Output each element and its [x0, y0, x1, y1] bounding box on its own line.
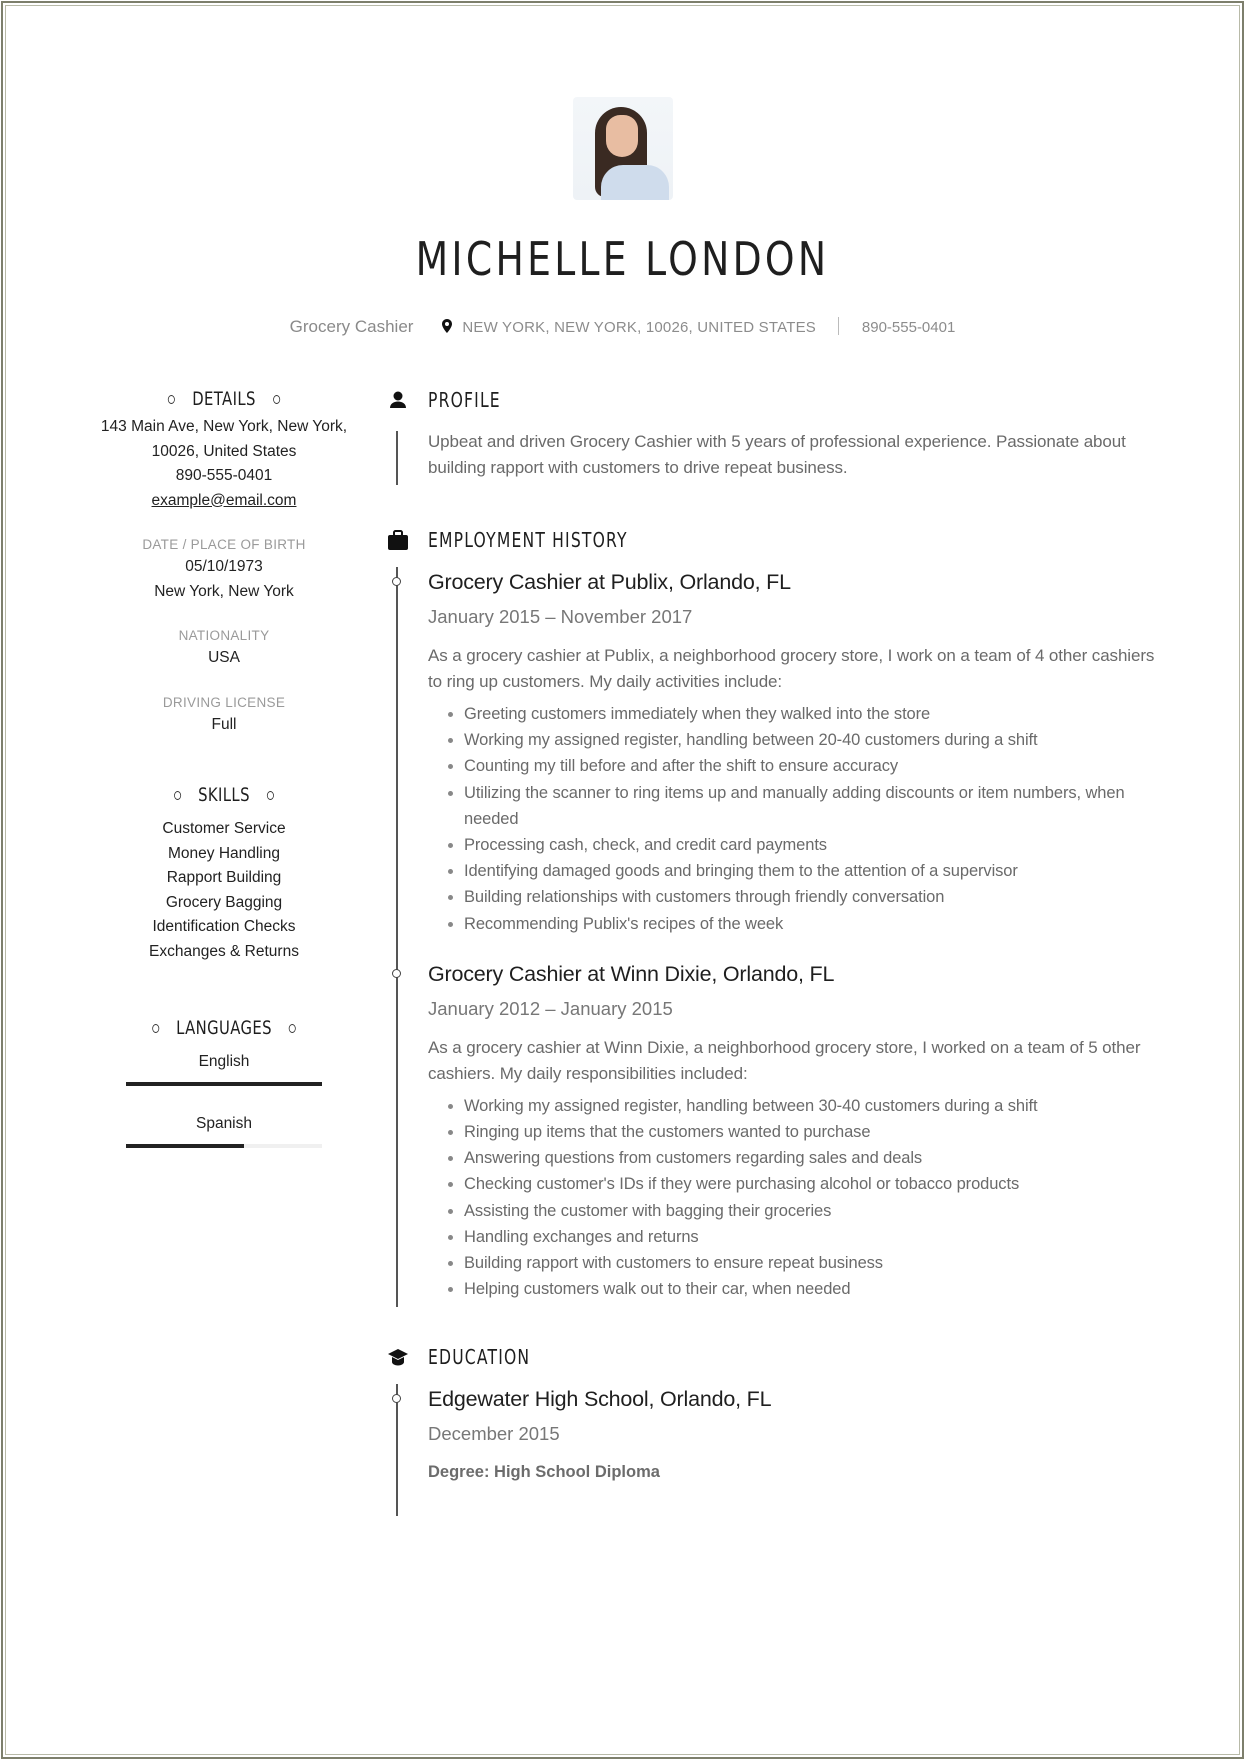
header-phone: 890-555-0401: [861, 319, 956, 336]
skill-item: Identification Checks: [152, 918, 296, 935]
bullet-item: • Assisting the customer with bagging their groceries: [464, 1198, 1160, 1224]
details-heading: [123, 385, 326, 413]
profile-body: [380, 429, 1160, 481]
timeline-node-icon: [392, 969, 401, 978]
profile-text: Upbeat and driven Grocery Cashier with 5 years of professional experience. Passionate about building rapport with customers to drive repeat business.: [428, 432, 1126, 477]
job-description: As a grocery cashier at Winn Dixie, a neighborhood grocery store, I worked on a team of 5 other cashiers. My daily responsibilities included:: [428, 1037, 1141, 1083]
circle-bullet-icon: [152, 1024, 159, 1033]
location-pin-icon: [442, 319, 452, 333]
language-level-fill: [126, 1082, 322, 1086]
header-subline: [0, 317, 1245, 337]
job-title: Grocery Cashier at Winn Dixie, Orlando, FL: [428, 961, 835, 986]
briefcase-icon: [387, 529, 409, 551]
job-bullets: [428, 701, 1160, 937]
language-name: English: [198, 1053, 250, 1070]
birth-place: New York, New York: [154, 582, 294, 600]
bullet-item: • Checking customer's IDs if they were purchasing alcohol or tobacco products: [464, 1171, 1160, 1197]
skills-heading: [123, 781, 326, 809]
skill-item: Money Handling: [167, 844, 280, 862]
profile-heading: PROFILE: [428, 388, 501, 412]
sidebar-phone: 890-555-0401: [175, 467, 273, 484]
employment-body: [380, 567, 1160, 1302]
bullet-item: • Handling exchanges and returns: [464, 1224, 1160, 1250]
bullet-item: • Building relationships with customers through friendly conversation: [464, 884, 1160, 910]
bullet-item: • Helping customers walk out to their car, when needed: [464, 1276, 1160, 1302]
degree: Degree: High School Diploma: [428, 1463, 660, 1482]
email-link[interactable]: example@email.com: [151, 491, 297, 509]
job-title: Grocery Cashier at Publix, Orlando, FL: [428, 570, 791, 594]
photo-face: [606, 115, 638, 157]
bullet-item: • Greeting customers immediately when they walked into the store: [464, 701, 1160, 727]
timeline-line: [396, 431, 398, 485]
skills-heading-label: SKILLS: [198, 784, 250, 806]
job-title: Grocery Cashier: [289, 317, 414, 336]
languages-heading: [123, 1014, 326, 1042]
job-entry: [428, 959, 1160, 1303]
details-heading-label: DETAILS: [192, 388, 256, 410]
circle-bullet-icon: [174, 791, 181, 800]
employment-section-header: [380, 525, 1160, 555]
circle-bullet-icon: [267, 791, 274, 800]
address-line-1: 143 Main Ave, New York, New York,: [100, 418, 348, 435]
profile-section-header: [380, 385, 1160, 415]
education-body: [380, 1384, 1160, 1484]
education-heading: EDUCATION: [428, 1345, 531, 1370]
address: [94, 415, 354, 513]
divider: [838, 317, 839, 335]
job-description: As a grocery cashier at Publix, a neighborhood grocery store, I work on a team of 4 other cashiers to ring up customers. My daily activities include:: [428, 646, 1155, 691]
timeline-line: [396, 567, 398, 1307]
photo-shirt: [601, 165, 669, 200]
main-content: [380, 385, 1160, 1484]
birth-info: [94, 555, 354, 604]
skill-item: Exchanges & Returns: [149, 942, 299, 960]
bullet-item: • Counting my till before and after the shift to ensure accuracy: [464, 753, 1160, 779]
license-label: DRIVING LICENSE: [162, 694, 286, 710]
person-icon: [387, 389, 409, 411]
bullet-item: • Working my assigned register, handling between 20-40 customers during a shift: [464, 727, 1160, 753]
nationality-label: NATIONALITY: [178, 628, 270, 643]
bullet-item: • Working my assigned register, handling between 30-40 customers during a shift: [464, 1093, 1160, 1119]
bullet-item: • Recommending Publix's recipes of the week: [464, 911, 1160, 937]
school-name: Edgewater High School, Orlando, FL: [428, 1387, 772, 1412]
skill-item: Customer Service: [162, 820, 286, 837]
language-level-fill: [126, 1144, 244, 1148]
language-name: Spanish: [195, 1115, 252, 1132]
bullet-item: • Building rapport with customers to ensure repeat business: [464, 1250, 1160, 1276]
timeline-line: [396, 1384, 398, 1516]
bullet-item: • Ringing up items that the customers wanted to purchase: [464, 1119, 1160, 1145]
job-bullets: [428, 1093, 1160, 1303]
profile-photo: [573, 97, 673, 200]
employment-heading: EMPLOYMENT HISTORY: [428, 528, 628, 552]
bullet-item: • Processing cash, check, and credit card payments: [464, 832, 1160, 858]
location-text: NEW YORK, NEW YORK, 10026, UNITED STATES: [462, 319, 816, 336]
timeline-node-icon: [392, 1394, 401, 1403]
candidate-name: MICHELLE LONDON: [415, 232, 830, 286]
address-line-2: 10026, United States: [151, 442, 297, 460]
license-value: Full: [211, 715, 237, 733]
bullet-item: • Utilizing the scanner to ring items up and manually adding discounts or item numbers, when needed: [464, 780, 1160, 832]
education-section-header: [380, 1342, 1160, 1372]
timeline-node-icon: [392, 577, 401, 586]
birth-label: DATE / PLACE OF BIRTH: [142, 537, 306, 552]
nationality-value: USA: [208, 649, 240, 666]
job-dates: January 2012 – January 2015: [428, 997, 673, 1019]
bullet-item: • Identifying damaged goods and bringing them to the attention of a supervisor: [464, 858, 1160, 884]
job-dates: January 2015 – November 2017: [428, 606, 693, 627]
skills-list: [94, 817, 354, 964]
language-level-bar: [126, 1144, 322, 1148]
skill-item: Grocery Bagging: [165, 893, 283, 911]
circle-bullet-icon: [273, 395, 280, 404]
education-date: December 2015: [428, 1423, 560, 1445]
circle-bullet-icon: [168, 395, 175, 404]
sidebar: [94, 385, 354, 1148]
skill-item: Rapport Building: [166, 869, 282, 886]
language-level-bar: [126, 1082, 322, 1086]
languages-heading-label: LANGUAGES: [176, 1017, 272, 1039]
birth-date: 05/10/1973: [185, 558, 263, 575]
bullet-item: • Answering questions from customers regarding sales and deals: [464, 1145, 1160, 1171]
graduation-cap-icon: [387, 1346, 409, 1368]
job-entry: [428, 567, 1160, 937]
circle-bullet-icon: [289, 1024, 296, 1033]
